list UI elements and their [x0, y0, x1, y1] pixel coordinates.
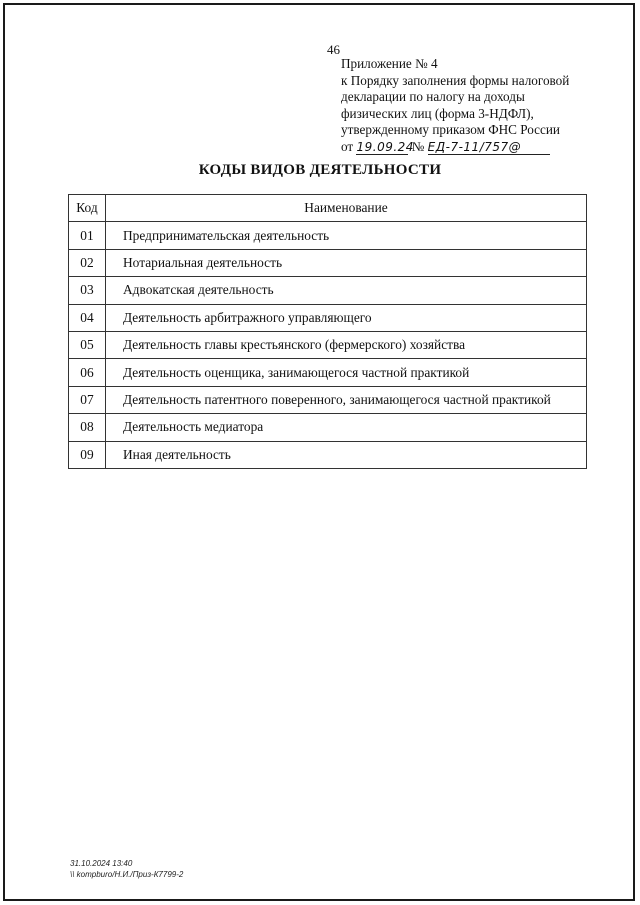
row-code: 09 — [69, 441, 106, 468]
appendix-line-3: декларации по налогу на доходы — [341, 89, 525, 104]
row-name: Нотариальная деятельность — [106, 249, 587, 276]
page-number: 46 — [327, 42, 340, 57]
row-code: 08 — [69, 414, 106, 441]
row-code: 06 — [69, 359, 106, 386]
table-row — [69, 414, 587, 441]
table-row — [69, 304, 587, 331]
handwritten-order-number: ЕД-7-11/757@ — [428, 141, 550, 155]
header-code: Код — [69, 195, 106, 222]
activity-codes-table — [68, 194, 587, 469]
footer-file-path: \\ kompburo/Н.И./Приз-К7799-2 — [70, 870, 184, 879]
row-code: 04 — [69, 304, 106, 331]
table-row — [69, 331, 587, 358]
number-prefix: № — [411, 138, 425, 154]
appendix-block — [341, 56, 601, 155]
table-row — [69, 249, 587, 276]
row-name: Деятельность оценщика, занимающегося частной практикой — [106, 359, 587, 386]
row-code: 03 — [69, 277, 106, 304]
row-name: Деятельность арбитражного управляющего — [106, 304, 587, 331]
table-header-row — [69, 195, 587, 222]
row-code: 07 — [69, 386, 106, 413]
table-row — [69, 222, 587, 249]
table-row — [69, 441, 587, 468]
table-row — [69, 277, 587, 304]
row-code: 01 — [69, 222, 106, 249]
footer-stamp — [70, 858, 183, 880]
header-name: Наименование — [106, 195, 587, 222]
appendix-line-2: к Порядку заполнения формы налоговой — [341, 72, 570, 88]
row-name: Деятельность медиатора — [106, 414, 587, 441]
appendix-line-4: физических лиц (форма 3-НДФЛ), — [341, 105, 534, 121]
row-name: Предпринимательская деятельность — [106, 222, 587, 249]
row-name: Деятельность патентного поверенного, занимающегося частной практикой — [106, 386, 587, 413]
footer-timestamp: 31.10.2024 13:40 — [70, 859, 133, 868]
appendix-line-5: утвержденному приказом ФНС России — [341, 122, 560, 137]
appendix-date-line — [341, 139, 601, 156]
table-row — [69, 359, 587, 386]
handwritten-date: 19.09.24 — [356, 139, 414, 154]
document-title: КОДЫ ВИДОВ ДЕЯТЕЛЬНОСТИ — [198, 162, 442, 178]
appendix-line-1: Приложение № 4 — [341, 56, 438, 71]
row-code: 05 — [69, 331, 106, 358]
row-name: Адвокатская деятельность — [106, 277, 587, 304]
row-name: Деятельность главы крестьянского (фермерского) хозяйства — [106, 331, 587, 358]
row-code: 02 — [69, 249, 106, 276]
row-name: Иная деятельность — [106, 441, 587, 468]
date-prefix: от — [341, 138, 354, 154]
table-row — [69, 386, 587, 413]
